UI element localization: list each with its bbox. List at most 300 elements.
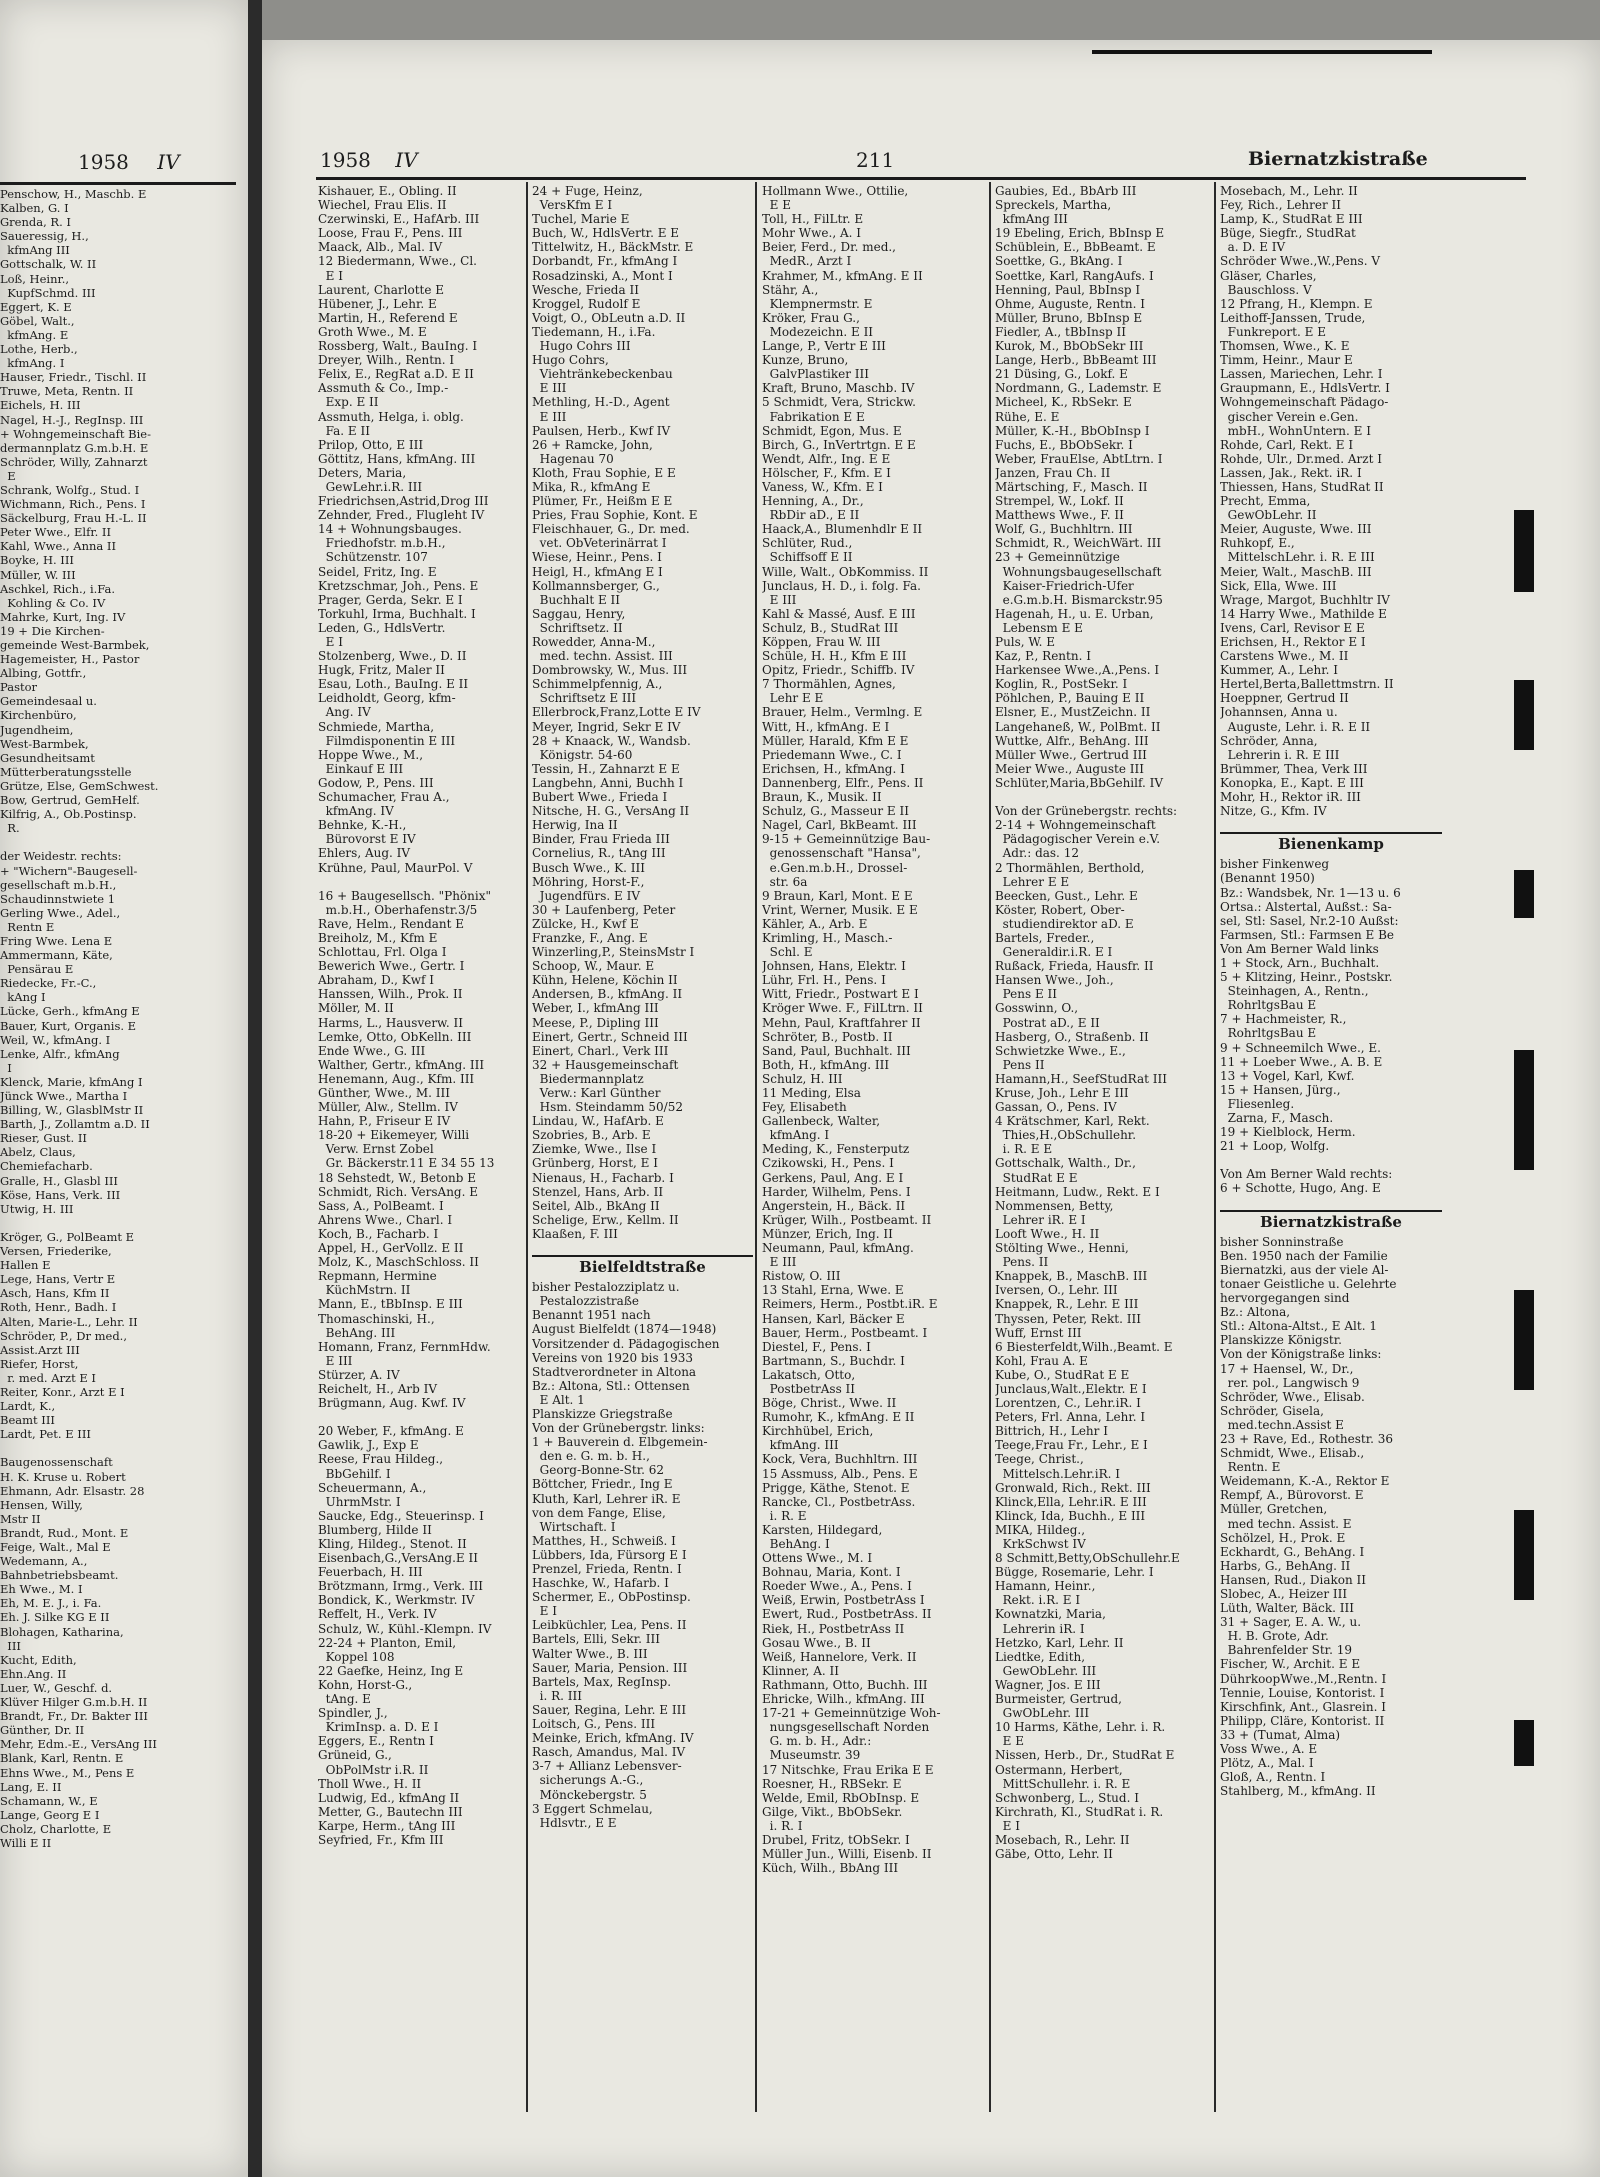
directory-entry: Hasberg, O., Straßenb. II [995,1029,1149,1044]
directory-entry: Boyke, H. III [0,553,74,568]
directory-entry: Weber, FrauElse, AbtLtrn. I [995,451,1163,466]
directory-entry: Kahl, Wwe., Anna II [0,539,116,554]
spacer-line [1220,1153,1442,1167]
directory-entry: MittelschLehr. i. R. E III [1220,550,1375,565]
directory-entry: Tessin, H., Zahnarzt E E [532,761,680,776]
directory-entry: Karsten, Hildegard, [762,1522,883,1537]
directory-entry: e.G.m.b.H. Bismarckstr.95 [995,592,1163,607]
directory-entry: 17-21 + Gemeinnützige Woh- [762,1706,941,1721]
directory-entry: Stölting Wwe., Henni, [995,1241,1129,1256]
directory-entry: Gosswinn, O., [995,1001,1079,1016]
directory-entry: Abraham, D., Kwf I [318,973,434,988]
directory-entry: Schmidt, R., WeichWärt. III [995,536,1162,551]
directory-entry: Brandt, Fr., Dr. Bakter III [0,1709,148,1724]
directory-entry: Dombrowsky, W., Mus. III [532,663,688,678]
directory-entry: Gerkens, Paul, Ang. E I [762,1170,904,1185]
directory-entry: Krimling, H., Masch.- [762,930,893,945]
directory-entry: Hölscher, F., Kfm. E I [762,465,891,480]
directory-entry: Harder, Wilhelm, Pens. I [762,1184,911,1199]
directory-entry: Wuff, Ernst III [995,1325,1082,1340]
directory-entry: Harms, L., Hausverw. II [318,1015,464,1030]
directory-entry: Saueressig, H., [0,229,89,244]
directory-entry: kfmAng III [995,212,1068,227]
directory-entry: 7 + Hachmeister, R., [1220,1012,1347,1027]
directory-entry: i. R. I [762,1818,803,1833]
directory-entry: Gottschalk, Walth., Dr., [995,1156,1136,1171]
directory-entry: Exp. E II [318,395,379,410]
directory-entry: Neumann, Paul, kfmAng. [762,1241,914,1256]
directory-entry: med.techn.Assist E [1220,1417,1344,1432]
directory-entry: Toll, H., FilLtr. E [762,212,864,227]
directory-entry: Torkuhl, Irma, Buchhalt. I [318,606,476,621]
directory-entry: Roeder Wwe., A., Pens. I [762,1579,912,1594]
directory-entry: Witt, H., kfmAng. E I [762,719,890,734]
directory-entry: Rieser, Gust. II [0,1131,87,1146]
directory-entry: 13 + Vogel, Karl, Kwf. [1220,1068,1355,1083]
directory-entry: Gilge, Vikt., BbObSekr. [762,1804,903,1819]
directory-entry: Loß, Heinr., [0,271,70,286]
directory-entry: Sass, A., PolBeamt. I [318,1198,444,1213]
directory-entry: den e. G. m. b. H., [532,1449,650,1464]
directory-entry: Hagenah, H., u. E. Urban, [995,606,1154,621]
directory-entry: RohrltgsBau E [1220,998,1317,1013]
directory-entry: Mahrke, Kurt, Ing. IV [0,609,126,624]
directory-entry: KüchMstrn. II [318,1283,411,1298]
directory-entry: Ivens, Carl, Revisor E E [1220,620,1365,635]
directory-entry: Janzen, Frau Ch. II [995,465,1111,480]
directory-entry: Spindler, J., [318,1706,388,1721]
directory-entry: Knappek, B., MaschB. III [995,1269,1148,1284]
directory-entry: Schriftsetz. II [532,620,623,635]
directory-entry: 2-14 + Wohngemeinschaft [995,818,1156,833]
directory-entry: Gesundheitsamt [0,750,95,765]
directory-entry: Gäbe, Otto, Lehr. II [995,1847,1113,1862]
directory-entry: Kloth, Frau Sophie, E E [532,465,676,480]
directory-entry: Müller Jun., Willi, Eisenb. II [762,1847,932,1862]
directory-entry: Krahmer, M., kfmAng. E II [762,268,923,283]
directory-entry: 11 + Loeber Wwe., A. B. E [1220,1054,1383,1069]
directory-entry: Münzer, Erich, Ing. II [762,1226,893,1241]
directory-entry: Brauer, Helm., Vermlng. E [762,705,923,720]
directory-entry: Methling, H.-D., Agent [532,395,670,410]
directory-entry: Tiedemann, H., i.Fa. [532,324,656,339]
directory-entry: Kröger, G., PolBeamt E [0,1229,135,1244]
directory-entry: Schrank, Wolfg., Stud. I [0,482,140,497]
directory-entry: Wrage, Margot, Buchhltr IV [1220,592,1390,607]
directory-entry: Günther, Dr. II [0,1723,85,1738]
directory-entry: Brümmer, Thea, Verk III [1220,761,1368,776]
directory-entry: Koglin, R., PostSekr. I [995,677,1128,692]
directory-entry: Kalben, G. I [0,201,69,216]
directory-entry: Müller, W. III [0,567,76,582]
directory-entry: MIKA, Hildeg., [995,1522,1086,1537]
directory-entry: Bohnau, Maria, Kont. I [762,1565,901,1580]
directory-entry: Lorentzen, C., Lehr.iR. I [995,1396,1141,1411]
directory-entry: Stolzenberg, Wwe., D. II [318,649,467,664]
directory-entry: kfmAng. I [0,356,65,371]
directory-entry: Mittelsch.Lehr.iR. I [995,1466,1121,1481]
directory-entry: Kube, O., StudRat E E [995,1367,1130,1382]
directory-entry: Fey, Rich., Lehrer II [1220,198,1342,213]
directory-entry: Böttcher, Friedr., Ing E [532,1477,673,1492]
directory-entry: Nissen, Herb., Dr., StudRat E [995,1748,1175,1763]
directory-entry: Mütterberatungsstelle [0,764,132,779]
directory-entry: Soettke, Karl, RangAufs. I [995,268,1154,283]
directory-entry: Einkauf E III [318,761,404,776]
directory-entry: 15 Assmuss, Alb., Pens. E [762,1466,918,1481]
directory-entry: 28 + Knaack, W., Wandsb. [532,733,691,748]
directory-entry: Weidemann, K.-A., Rektor E [1220,1474,1390,1489]
directory-entry: Schröder, Willy, Zahnarzt [0,454,148,469]
directory-entry: RbDir aD., E II [762,508,860,523]
directory-entry: kfmAng. IV [318,804,394,819]
directory-entry: Billing, W., GlasblMstr II [0,1103,144,1118]
directory-entry: Kohl, Frau A. E [995,1353,1088,1368]
directory-entry: Von der Königstraße links: [1220,1347,1382,1362]
directory-entry: DührkoopWwe.,M.,Rentn. I [1220,1671,1387,1686]
directory-entry: Möhring, Horst-F., [532,874,645,889]
directory-entry: 15 + Hansen, Jürg., [1220,1082,1341,1097]
directory-entry: Hansen, Karl, Bäcker E [762,1311,905,1326]
directory-entry: Bondick, K., Werkmstr. IV [318,1593,475,1608]
directory-entry: Krühne, Paul, MaurPol. V [318,860,473,875]
directory-entry: Wagner, Jos. E III [995,1677,1101,1692]
directory-entry: 12 Biedermann, Wwe., Cl. [318,254,477,269]
directory-entry: BehAng. I [762,1537,830,1551]
directory-entry: Kahl & Massé, Ausf. E III [762,606,916,621]
directory-entry: Dreyer, Wilh., Rentn. I [318,353,455,368]
directory-entry: Thies,H.,ObSchullehr. [995,1128,1137,1143]
directory-entry: Truwe, Meta, Rentn. II [0,384,134,399]
directory-entry: Matthes, H., Schweiß. I [532,1533,676,1548]
directory-entry: Fliesenleg. [1220,1096,1295,1111]
directory-entry: Eh. J. Silke KG E II [0,1610,110,1625]
spacer-line [0,1217,240,1231]
street-heading: Bienenkamp [1220,832,1442,857]
directory-entry: Vereins von 1920 bis 1933 [532,1350,693,1365]
directory-entry: Meyer, Ingrid, Sekr E IV [532,719,681,734]
directory-entry: Schröder, Wwe., Elisab. [1220,1389,1365,1404]
directory-column-3 [762,184,987,2114]
directory-entry: 14 + Wohnungsbauges. [318,522,462,537]
directory-entry: Eh Wwe., M. I [0,1582,83,1597]
directory-entry: sel, Stl: Sasel, Nr.2-10 Außst: [1220,913,1399,928]
directory-entry: Prigge, Käthe, Stenot. E [762,1480,910,1495]
directory-entry: Wiese, Heinr., Pens. I [532,550,662,565]
directory-entry: E III [762,1255,797,1270]
directory-entry: Meinke, Erich, kfmAng. IV [532,1731,694,1746]
directory-entry: gischer Verein e.Gen. [1220,409,1359,424]
directory-entry: Hahn, P., Friseur E IV [318,1114,451,1129]
directory-entry: Schimmelpfennig, A., [532,677,663,692]
directory-entry: 17 Nitschke, Frau Erika E E [762,1762,934,1777]
directory-entry: Märtsching, F., Masch. II [995,479,1148,494]
directory-entry: Nordmann, G., Lademstr. E [995,381,1162,396]
directory-entry: Planskizze Königstr. [1220,1333,1342,1348]
directory-entry: Stl.: Altona-Altst., E Alt. 1 [1220,1319,1377,1334]
directory-entry: Tholl Wwe., H. II [318,1776,422,1791]
directory-entry: StudRat E E [995,1170,1078,1185]
directory-entry: kfmAng. I [762,1128,830,1143]
directory-entry: Lemke, Otto, ObKelln. III [318,1029,472,1044]
directory-entry: Rohde, Ulr., Dr.med. Arzt I [1220,451,1382,466]
directory-entry: Adr.: das. 12 [995,846,1079,861]
directory-entry: Pens. II [995,1255,1049,1270]
directory-entry: Witt, Friedr., Postwart E I [762,987,919,1002]
directory-entry: Schulz, H. III [762,1071,843,1086]
directory-entry: Cholz, Charlotte, E [0,1821,112,1836]
directory-entry: Kaiser-Friedrich-Ufer [995,578,1134,593]
directory-entry: Godow, P., Pens. III [318,775,434,790]
directory-entry: Wendt, Alfr., Ing. E E [762,451,891,466]
directory-entry: Braun, K., Musik. II [762,790,882,805]
edge-bar [1514,1050,1534,1170]
column-divider-3 [989,182,991,2112]
edge-bar [1514,1720,1534,1766]
directory-entry: Jünck Wwe., Martha I [0,1089,128,1103]
directory-entry: Fiedler, A., tBbInsp II [995,324,1126,339]
directory-entry: Schwietzke Wwe., E., [995,1043,1126,1058]
directory-entry: Bartels, Elli, Sekr. III [532,1632,661,1647]
directory-entry: Birch, G., InVertrtgn. E E [762,437,916,452]
directory-entry: Hoeppner, Gertrud II [1220,691,1349,706]
directory-entry: Loitsch, G., Pens. III [532,1717,656,1732]
street-heading: Biernatzkistraße [1220,1210,1442,1235]
directory-entry: Bz.: Altona, [1220,1305,1291,1320]
directory-entry: 7 Thormählen, Agnes, [762,677,896,692]
directory-entry: 14 Harry Wwe., Mathilde E [1220,606,1387,621]
directory-entry: Gaubies, Ed., BbArb III [995,184,1137,198]
directory-entry: Bow, Gertrud, GemHelf. [0,793,140,808]
directory-entry: a. D. E IV [1220,240,1286,255]
directory-entry: MittSchullehr. i. R. E [995,1776,1131,1791]
spacer-line [0,1442,240,1456]
directory-entry: Ehns Wwe., M., Pens E [0,1765,135,1780]
directory-entry: 1 + Bauverein d. Elbgemein- [532,1435,708,1450]
directory-entry: Bartels, Freder., [995,930,1095,945]
directory-entry: Mohr Wwe., A. I [762,226,861,241]
directory-entry: KrkSchwst IV [995,1537,1086,1551]
directory-entry: Riek, H., PostbetrAss II [762,1621,905,1636]
directory-entry: Möller, M. II [318,1001,394,1016]
directory-entry: Gloß, A., Rentn. I [1220,1770,1326,1785]
directory-entry: Strempel, W., Lokf. II [995,494,1124,509]
directory-entry: E III [532,409,567,424]
directory-entry: Rentn. E [1220,1460,1281,1475]
directory-entry: Schulz, B., StudRat III [762,620,899,635]
directory-entry: Asch, Hans, Kfm II [0,1286,110,1301]
directory-entry: Priedemann Wwe., C. I [762,747,902,762]
directory-entry: Eggert, K. E [0,299,72,314]
directory-entry: H. K. Kruse u. Robert [0,1469,126,1484]
directory-entry: med. techn. Assist. III [532,649,673,664]
directory-entry: Klempnermstr. E [762,296,873,311]
directory-entry: Lardt, Pet. E III [0,1427,91,1442]
directory-entry: Esau, Loth., BauIng. E II [318,677,469,692]
directory-entry: Leithoff-Janssen, Trude, [1220,310,1366,325]
directory-entry: Ehlers, Aug. IV [318,846,411,861]
directory-entry: Rentn E [0,919,55,934]
directory-entry: Lange, P., Vertr E III [762,339,886,354]
edge-bar [1514,510,1534,592]
directory-entry: Kaz, P., Rentn. I [995,649,1091,664]
directory-entry: Kröker, Frau G., [762,310,860,325]
directory-entry: bisher Finkenweg [1220,857,1330,872]
directory-entry: Eichels, H. III [0,398,81,413]
directory-entry: Zehnder, Fred., Flugleht IV [318,508,485,523]
directory-entry: Bügge, Rosemarie, Lehr. I [995,1565,1154,1580]
directory-entry: Bewerich Wwe., Gertr. I [318,959,465,974]
directory-entry: Verw.: Karl Günther [532,1086,661,1100]
directory-entry: Lehrerin i. R. E III [1220,747,1340,762]
directory-entry: 23 + Rave, Ed., Rothestr. 36 [1220,1431,1394,1446]
directory-entry: Schoop, W., Maur. E [532,959,655,974]
directory-entry: Feige, Walt., Mal E [0,1540,111,1554]
directory-entry: Albing, Gottfr., [0,666,87,681]
directory-entry: Laurent, Charlotte E [318,282,445,297]
directory-entry: Meier Wwe., Auguste III [995,761,1144,776]
directory-entry: 18 Sehstedt, W., Betonb E [318,1170,476,1185]
directory-entry: Blumberg, Hilde II [318,1522,432,1537]
directory-entry: E I [318,635,343,649]
directory-entry: Breiholz, M., Kfm E [318,930,438,945]
directory-entry: Schröter, B., Postb. II [762,1029,893,1044]
directory-entry: Gralle, H., Glasbl III [0,1173,118,1188]
directory-entry: West-Barmbek, [0,736,89,751]
directory-entry: Büge, Siegfr., StudRat [1220,226,1356,241]
directory-entry: Kroggel, Rudolf E [532,296,641,311]
directory-entry: VersKfm E I [532,198,613,213]
directory-entry: Weiß, Erwin, PostbetrAss I [762,1593,925,1608]
directory-entry: E III [532,381,567,396]
directory-entry: Deters, Maria, [318,465,407,480]
directory-entry: Pöhlchen, P., Bauing E II [995,691,1145,706]
directory-entry: Timm, Heinr., Maur E [1220,353,1353,368]
directory-entry: Hansen, Rud., Diakon II [1220,1572,1366,1587]
directory-entry: Bahnbetriebsbeamt. [0,1568,119,1583]
directory-entry: 6 + Schotte, Hugo, Ang. E [1220,1181,1381,1196]
directory-entry: Lakatsch, Otto, [762,1367,856,1382]
directory-entry: GalvPlastiker III [762,367,870,382]
directory-entry: Grünberg, Horst, E I [532,1156,658,1171]
directory-entry: Beecken, Gust., Lehr. E [995,888,1138,903]
directory-entry: Thomsen, Wwe., K. E [1220,339,1350,354]
spacer-line [532,1241,753,1255]
directory-entry: Prenzel, Frieda, Rentn. I [532,1562,682,1576]
directory-entry: Welde, Emil, RbObInsp. E [762,1790,920,1805]
directory-entry: Lassen, Jak., Rekt. iR. I [1220,465,1362,480]
directory-entry: Vaness, W., Kfm. E I [762,479,883,494]
directory-column-4 [995,184,1212,2114]
right-page [262,40,1600,2177]
directory-entry: Lücke, Gerh., kfmAng E [0,1004,140,1019]
directory-entry: Kownatzki, Maria, [995,1607,1106,1622]
directory-entry: E [0,468,16,483]
directory-entry: Lehr E E [762,691,824,706]
directory-entry: Ewert, Rud., PostbetrAss. II [762,1607,932,1622]
directory-entry: Hugo Cohrs, [532,353,609,368]
directory-entry: E III [318,1353,353,1368]
directory-entry: Schumacher, Frau A., [318,790,450,805]
directory-entry: Schmidt, Egon, Mus. E [762,423,902,438]
directory-entry: Auguste, Lehr. i. R. E II [1220,719,1371,734]
directory-entry: BehAng. III [318,1325,396,1340]
directory-entry: Rußack, Frieda, Hausfr. II [995,959,1154,974]
directory-entry: bisher Pestalozziplatz u. [532,1280,680,1295]
directory-entry: i. R. E E [995,1142,1053,1157]
directory-entry: Lang, E. II [0,1779,62,1794]
directory-entry: 26 + Ramcke, John, [532,437,653,452]
directory-entry: Schlottau, Frl. Olga I [318,945,447,960]
directory-entry: bisher Sonninstraße [1220,1234,1344,1249]
directory-entry: Aschkel, Rich., i.Fa. [0,581,116,596]
directory-entry: Lange, Herb., BbBeamt III [995,353,1157,368]
directory-entry: Gr. Bäckerstr.11 E 34 55 13 [318,1156,495,1171]
directory-entry: Saggau, Henry, [532,606,626,621]
directory-entry: Hoppe Wwe., M., [318,747,424,762]
directory-entry: Schröder, P., Dr med., [0,1328,127,1343]
directory-entry: Klinner, A. II [762,1663,840,1678]
directory-entry: Prilop, Otto, E III [318,437,424,452]
directory-entry: Looft Wwe., H. II [995,1226,1100,1241]
directory-entry: Maack, Alb., Mal. IV [318,240,443,255]
directory-entry: Penschow, H., Maschb. E [0,188,147,201]
directory-entry: Metter, G., Bautechn III [318,1804,463,1819]
directory-entry: Rave, Helm., Rendant E [318,916,465,931]
directory-entry: Johannsen, Anna u. [1220,705,1338,720]
directory-entry: 9-15 + Gemeinnützige Bau- [762,832,931,847]
directory-entry: Andersen, B., kfmAng. II [532,987,683,1002]
directory-entry: 24 + Fuge, Heinz, [532,184,643,198]
directory-entry: Ehricke, Wilh., kfmAng. III [762,1692,925,1707]
directory-entry: Zülcke, H., Kwf E [532,916,639,931]
directory-entry: Tuchel, Marie E [532,212,630,227]
directory-entry: UhrmMstr. I [318,1494,401,1509]
directory-entry: E Alt. 1 [532,1392,585,1407]
directory-entry: Gerling Wwe., Adel., [0,905,121,920]
directory-entry: Einert, Gertr., Schneid III [532,1029,688,1044]
directory-entry: Bauer, Kurt, Organis. E [0,1018,137,1033]
directory-entry: Dannenberg, Elfr., Pens. II [762,775,924,790]
directory-entry: Mika, R., kfmAng E [532,479,651,494]
directory-entry: Klinck,Ella, Lehr.iR. E III [995,1494,1147,1509]
directory-entry: Sand, Paul, Buchhalt. III [762,1043,911,1058]
directory-entry: 2 Thormählen, Berthold, [995,860,1145,875]
directory-entry: Kunze, Bruno, [762,353,849,368]
directory-entry: tAng. E [318,1692,371,1707]
directory-entry: Schermer, E., ObPostinsp. [532,1590,691,1605]
directory-entry: Haack,A., Blumenhdlr E II [762,522,923,537]
directory-entry: mbH., WohnUntern. E I [1220,423,1371,438]
directory-entry: von dem Fange, Elise, [532,1505,666,1520]
directory-entry: gesellschaft m.b.H., [0,877,117,892]
directory-entry: Jugendfürs. E IV [532,888,641,903]
directory-entry: Ellerbrock,Franz,Lotte E IV [532,705,701,720]
directory-entry: August Bielfeldt (1874—1948) [532,1322,717,1337]
directory-entry: Erichsen, H., kfmAng. I [762,761,905,776]
directory-entry: 32 + Hausgemeinschaft [532,1057,679,1072]
directory-entry: Ehn.Ang. II [0,1666,67,1681]
directory-column-5 [1220,184,1442,2114]
left-page-header [78,150,180,174]
directory-entry: Weiß, Hannelore, Verk. II [762,1649,917,1664]
book-gutter [248,0,262,2177]
directory-entry: Reiter, Konr., Arzt E I [0,1384,125,1399]
directory-entry: Ohme, Auguste, Rentn. I [995,296,1145,311]
directory-entry: Teege,Frau Fr., Lehr., E I [995,1438,1148,1453]
directory-entry: Mehn, Paul, Kraftfahrer II [762,1015,921,1030]
directory-entry: Langehaneß, W., PolBmt. II [995,719,1161,734]
